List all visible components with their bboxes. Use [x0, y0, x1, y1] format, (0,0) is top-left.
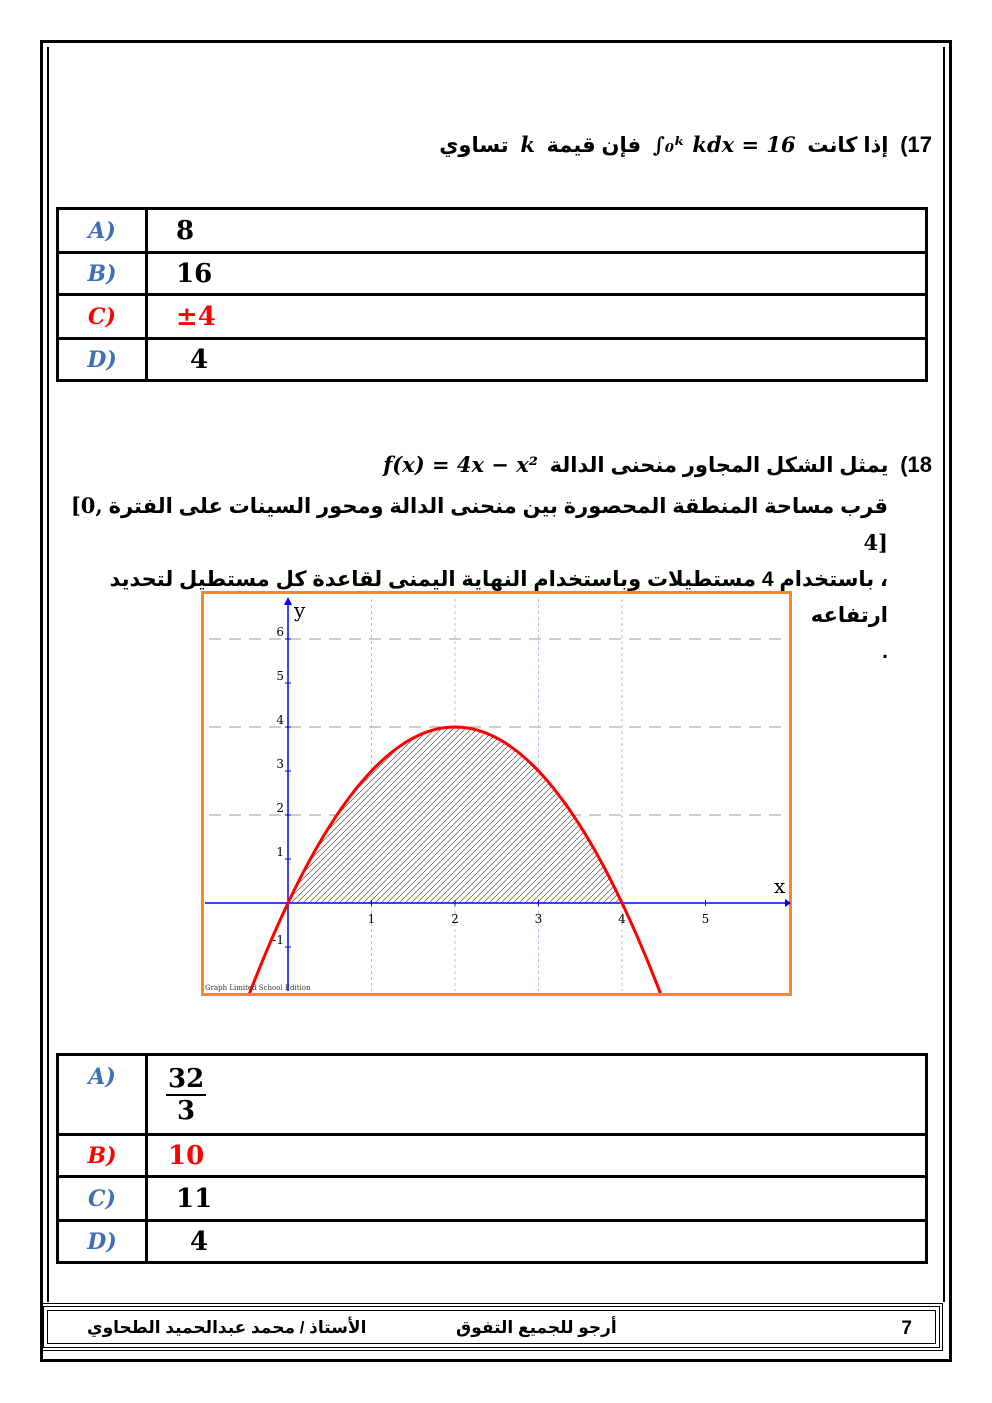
option-label[interactable]: B) — [58, 253, 147, 295]
fraction-denominator: 3 — [177, 1095, 196, 1126]
y-tick-label: 5 — [276, 669, 284, 683]
variable: k — [520, 132, 535, 157]
question-text: فإن قيمة — [546, 134, 642, 157]
option-label-correct[interactable]: B) — [58, 1135, 147, 1177]
question-text: إذا كانت — [807, 134, 889, 157]
fraction — [166, 1064, 206, 1126]
option-label[interactable]: D) — [58, 339, 147, 381]
question-text: قرب مساحة المنطقة المحصورة بين منحنى الدالة ومحور السينات على الفترة — [108, 495, 888, 518]
question-18 — [383, 452, 932, 478]
x-tick-label: 3 — [534, 912, 543, 926]
question-number: 18) — [900, 452, 932, 477]
option-value[interactable] — [147, 1055, 927, 1135]
option-label[interactable]: A) — [58, 209, 147, 253]
option-value[interactable]: 16 — [147, 253, 927, 295]
interval: [0, 4] — [70, 493, 888, 555]
integral-expression: ∫₀ᵏ kdx = 16 — [652, 132, 796, 157]
y-tick-label: 2 — [276, 801, 284, 815]
y-tick-label: 3 — [276, 757, 284, 771]
x-tick-label: 5 — [701, 912, 710, 926]
x-tick-label: 2 — [451, 912, 459, 926]
option-label[interactable]: D) — [58, 1221, 147, 1263]
option-value[interactable]: 4 — [147, 339, 927, 381]
question-text: . — [882, 640, 888, 663]
y-tick-label: -1 — [272, 933, 284, 947]
option-label-correct[interactable]: C) — [58, 295, 147, 339]
question-17 — [439, 132, 932, 158]
option-value[interactable]: 4 — [147, 1221, 927, 1263]
answer-table-17 — [56, 207, 928, 382]
page-number: 7 — [901, 1318, 912, 1339]
y-tick-label: 1 — [276, 845, 284, 859]
fraction-numerator: 32 — [168, 1063, 205, 1094]
footer-teacher: الأستاذ / محمد عبدالحميد الطحاوي — [87, 1318, 367, 1337]
y-axis-label: y — [294, 598, 306, 622]
footer-motto: أرجو للجميع التفوق — [456, 1318, 617, 1337]
option-value[interactable]: 11 — [147, 1177, 927, 1221]
question-number: 17) — [900, 132, 932, 157]
option-value-correct[interactable]: ±4 — [147, 295, 927, 339]
answer-table-18 — [56, 1053, 928, 1264]
question-text: يمثل الشكل المجاور منحنى الدالة — [549, 454, 889, 477]
y-tick-label: 6 — [276, 625, 284, 639]
option-value-correct[interactable]: 10 — [147, 1135, 927, 1177]
function-expression: f(x) = 4x − x² — [383, 452, 538, 477]
question-text: ، باستخدام 4 مستطيلات وباستخدام النهاية اليمنى لقاعدة كل مستطيل لتحديد ارتفاعه — [109, 568, 888, 627]
function-graph — [201, 591, 792, 996]
option-label[interactable]: C) — [58, 1177, 147, 1221]
option-label[interactable]: A) — [58, 1055, 147, 1135]
watermark: Graph Limited School Edition — [205, 984, 311, 992]
y-tick-label: 4 — [276, 713, 284, 727]
question-text: تساوي — [439, 134, 509, 157]
x-tick-label: 1 — [367, 912, 376, 926]
x-axis-label: x — [774, 874, 786, 898]
x-tick-label: 4 — [618, 912, 626, 926]
option-value[interactable]: 8 — [147, 209, 927, 253]
